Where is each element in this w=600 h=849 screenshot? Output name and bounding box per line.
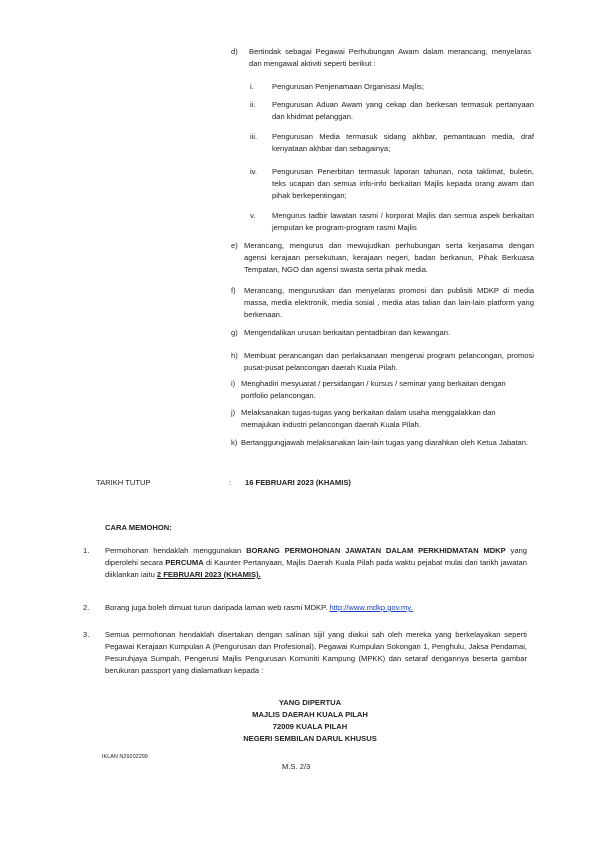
item-j-marker: j) xyxy=(231,408,236,417)
apply-item-3-number: 3. xyxy=(83,630,90,639)
advertised-date: 2 FEBRUARI 2023 (KHAMIS). xyxy=(156,570,261,579)
item-i-text: Menghadiri mesyuarat / persidangan / kursus / seminar yang berkaitan dengan portfolio pelancongan. xyxy=(241,379,506,400)
apply-item-1-text xyxy=(105,545,527,581)
item-g-text: Mengendalikan urusan berkaitan pentadbiran dan kewangan. xyxy=(244,328,451,337)
item-d-text: Bertindak sebagai Pegawai Perhubungan Awam dalam merancang, menyelaras dan mengawal aktiviti seperti berikut : xyxy=(249,47,531,68)
subitem-marker: ii. xyxy=(250,100,256,109)
closing-date-value: 16 FEBRUARI 2023 (KHAMIS) xyxy=(245,478,351,487)
apply-item-1-number: 1. xyxy=(83,546,90,555)
apply-item-2-text xyxy=(105,602,527,614)
apply-item-1-part: Permohonan hendaklah menggunakan xyxy=(105,546,247,555)
subitem-marker: iii. xyxy=(250,132,258,141)
closing-date-colon: : xyxy=(229,478,232,487)
subitem-marker: iv. xyxy=(250,167,258,176)
mdkp-website-link[interactable]: http://www.mdkp.gov.my. xyxy=(329,603,413,612)
free-of-charge: PERCUMA xyxy=(165,558,204,567)
apply-item-1-part: yang diperolehi secara xyxy=(105,546,527,567)
item-h-text: Membuat perancangan dan perlaksanaan mengenai program pelancongan, promosi pusat-pusat pelancongan daerah Kuala Pilah. xyxy=(244,351,534,372)
subitem-text: Pengurusan Media termasuk sidang akhbar, pemantauan media, draf kenyataan akhbar dan sebagainya; xyxy=(272,132,534,153)
item-e-text: Merancang, mengurus dan mewujudkan perhubungan serta kerjasama dengan agensi kerajaan persekutuan, kerajaan negeri, badan berkanun, Pihak Berkuasa Tempatan, NGO dan agensi swasta serta pihak media. xyxy=(244,241,534,274)
item-e-marker: e) xyxy=(231,241,238,250)
subitem-text: Mengurus tadbir lawatan rasmi / korporat Majlis dan semua aspek berkaitan jemputan ke program-program rasmi Majlis xyxy=(272,211,534,232)
address-block xyxy=(200,697,420,745)
how-to-apply-heading: CARA MEMOHON: xyxy=(105,523,172,532)
apply-item-2-number: 2. xyxy=(83,603,90,612)
apply-item-1-part: di Kaunter Pertanyaan, Majlis Daerah Kuala Pilah pada waktu pejabat mulai dari tarikh jawatan diiklankan iaitu xyxy=(105,558,527,579)
item-f-text: Merancang, menguruskan dan menyelaras promosi dan publisiti MDKP di media massa, media elektronik, media sosial , media atas talian dan lain-lain platform yang berkenaan. xyxy=(244,286,534,319)
subitem-text: Pengurusan Penerbitan termasuk laporan tahunan, nota taklimat, buletin, teks ucapan dan semua info-info berkaitan Majlis kepada orang awam dan pihak berkepentingan; xyxy=(272,167,534,200)
item-j-text: Melaksanakan tugas-tugas yang berkaitan dalam usaha menggalakkan dan memajukan industri pelancongan daerah Kuala Pilah. xyxy=(241,408,496,429)
application-form-name: BORANG PERMOHONAN JAWATAN DALAM PERKHIDMATAN MDKP xyxy=(246,546,506,555)
closing-date-label: TARIKH TUTUP xyxy=(96,478,151,487)
address-line: YANG DIPERTUA xyxy=(278,698,342,707)
advert-reference: IKLAN N29202299 xyxy=(102,754,148,760)
page-number: M.S. 2/3 xyxy=(282,762,311,771)
apply-item-2-part: Borang juga boleh dimuat turun daripada laman web rasmi MDKP. xyxy=(105,603,330,612)
apply-item-3-text: Semua permohonan hendaklah disertakan dengan salinan sijil yang diakui sah oleh mereka yang berkelayakan seperti Pegawai Kerajaan Kumpulan A (Pengurusan dan Profesional), Pegawai Kumpulan Sokongan 1, Penghulu, Jaksa Pendamai, Pesuruhjaya Sumpah, Pengerusi Majlis Pengurusan Komuniti Kampung (MPKK) dan setaraf dengannya beserta gambar berukuran passport yang dialamatkan kepada : xyxy=(105,630,527,675)
address-line: MAJLIS DAERAH KUALA PILAH xyxy=(252,710,368,719)
subitem-text: Pengurusan Penjenamaan Organisasi Majlis; xyxy=(272,82,424,91)
item-d-marker: d) xyxy=(231,47,238,56)
item-h-marker: h) xyxy=(231,351,238,360)
item-f-marker: f) xyxy=(231,286,236,295)
subitem-marker: v. xyxy=(250,211,256,220)
item-g-marker: g) xyxy=(231,328,238,337)
address-line: 72009 KUALA PILAH xyxy=(272,722,348,731)
subitem-text: Pengurusan Aduan Awam yang cekap dan berkesan termasuk pertanyaan dan khidmat pelanggan. xyxy=(272,100,534,121)
address-line: NEGERI SEMBILAN DARUL KHUSUS xyxy=(243,734,377,743)
item-k-marker: k) xyxy=(231,438,238,447)
subitem-marker: i. xyxy=(250,82,254,91)
item-i-marker: i) xyxy=(231,379,236,388)
item-k-text: Bertanggungjawab melaksanakan lain-lain tugas yang diarahkan oleh Ketua Jabatan. xyxy=(241,438,529,447)
